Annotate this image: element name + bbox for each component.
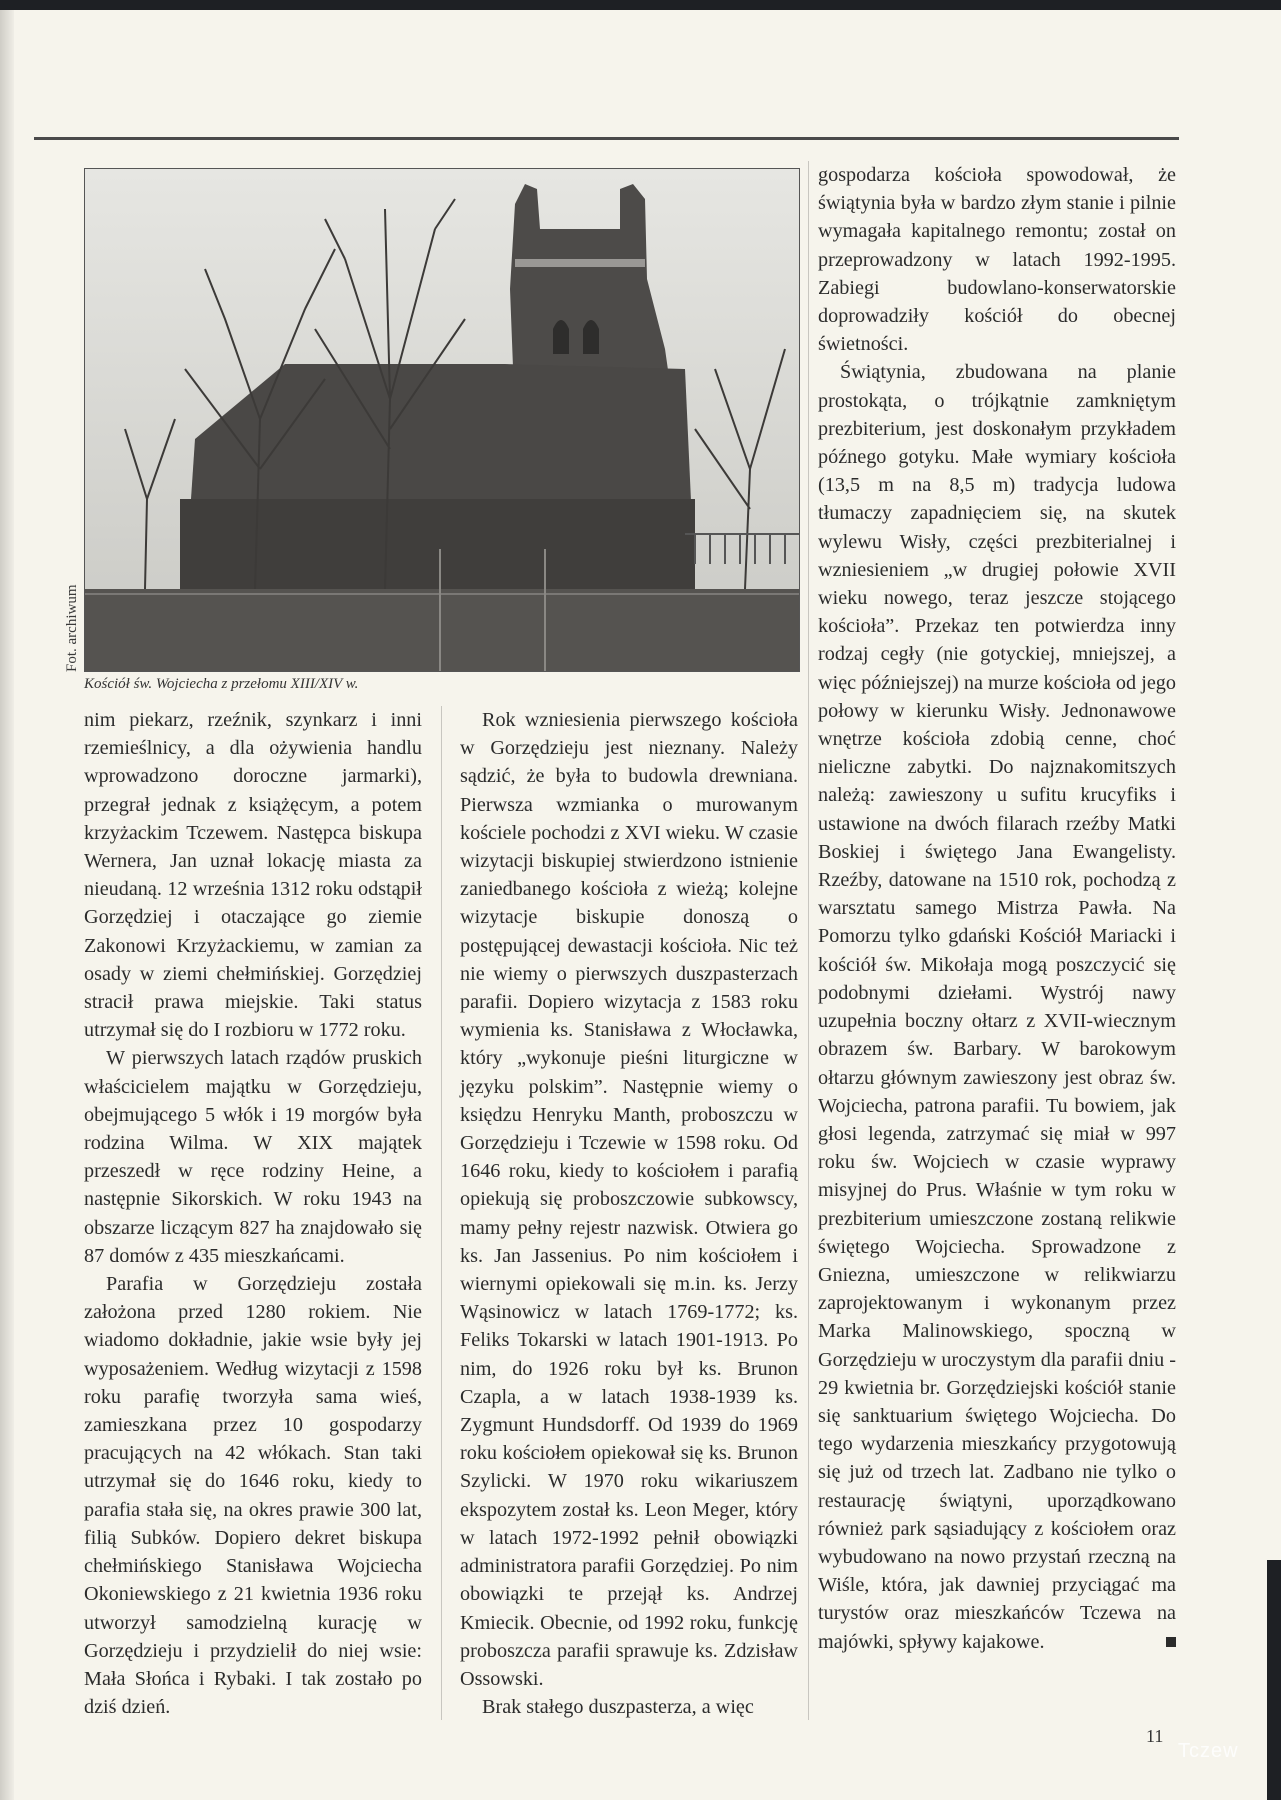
paragraph bbox=[818, 358, 1176, 1655]
paragraph: Brak stałego duszpasterza, a więc bbox=[482, 1696, 754, 1719]
scan-left-edge bbox=[0, 10, 14, 1800]
paragraph-text: Świątynia, zbudowana na planie prostokąta, o trójkątnie zamkniętym prezbiterium, jest doskonałym przykładem późnego gotyku. Małe wymiary kościoła (13,5 m na 8,5 m) tradycja ludowa tłumaczy zapadnięciem się, na skutek wylewu Wisły, części prezbiterialnej i wzniesieniem „w drugiej połowie XVII wieku nowego, teraz jeszcze stojącego kościoła”. Przekaz ten potwierdza inny rodzaj cegły (nie gotyckiej, mniejszej, a więc późniejszej) na murze kościoła od jego połowy w kierunku Wisły. Jednonawowe wnętrze kościoła zdobią cenne, choć nieliczne zabytki. Do najznakomitszych należą: zawieszony u sufitu krucyfiks i ustawione na dwóch filarach rzeźby Matki Boskiej i świętego Jana Ewangelisty. Rzeźby, datowane na 1510 rok, pochodzą z warsztatu samego Mistrza Pawła. Na Pomorzu tylko gdański Kościół Mariacki i kościół św. Mikołaja mogą poszczycić się podobnymi dziełami. Wystrój nawy uzupełnia boczny ołtarz z XVII-wiecznym obrazem św. Barbary. W barokowym ołtarzu głównym zawieszony jest obraz św. Wojciecha, patrona parafii. Tu bowiem, jak głosi legenda, zatrzymać się miał w 997 roku św. Wojciech w czasie wyprawy misyjnej do Prus. Właśnie w tym roku w prezbiterium umieszczone zostaną relikwie świętego Wojciecha. Sprowadzone z Gniezna, umieszczone w relikwiarzu zaprojektowanym i wykonanym przez Marka Malinowskiego, spoczną w Gorzędzieju w uroczystym dla parafii dniu - 29 kwietnia br. Gorzędziejski kościół stanie się sanktuarium świętego Wojciecha. Do tego wydarzenia mieszkańcy przygotowują się już od trzech lat. Zadbano nie tylko o restaurację świątyni, uporządkowano również park sąsiadujący z kościołem oraz wybudowano na nowo przystań rzeczną na Wiśle, która, jak dawniej przyciągać ma turystów oraz mieszkańców Tczewa na majówki, spływy kajakowe. bbox=[818, 361, 1176, 1653]
paragraph: W pierwszych latach rządów pruskich właścicielem majątku w Gorzędzieju, obejmującego 5 włók i 19 morgów była rodzina Wilma. W XIX majątek przeszedł w ręce rodziny Heine, a następnie Sikorskich. W roku 1943 na obszarze liczącym 827 ha znajdowało się 87 domów z 435 mieszkańcami. bbox=[84, 1047, 422, 1267]
paragraph: nim piekarz, rzeźnik, szynkarz i inni rzemieślnicy, a dla ożywienia handlu wprowadzono doroczne jarmarki), przegrał jednak z książęcym, a potem krzyżackim Tczewem. Następca biskupa Wernera, Jan uznał lokację miasta za nieudaną. 12 września 1312 roku odstąpił Gorzędziej i otaczające go ziemie Zakonowi Krzyżackiemu, w zamian za osady w ziemi chełmińskiej. Gorzędziej stracił prawa miejskie. Taki status utrzymał się do I rozbioru w 1772 roku. bbox=[84, 709, 422, 1042]
page-number: 11 bbox=[1146, 1726, 1164, 1746]
church-photo-illustration bbox=[85, 169, 799, 671]
paragraph: Rok wzniesienia pierwszego kościoła w Gorzędzieju jest nieznany. Należy sądzić, że była to budowla drewniana. Pierwsza wzmianka o murowanym kościele pochodzi z XVI wieku. W czasie wizytacji biskupiej stwierdzono istnienie zaniedbanego kościoła z wieżą; kolejne wizytacje biskupie donoszą o postępującej dewastacji kościoła. Nic też nie wiemy o pierwszych duszpasterzach parafii. Dopiero wizytacja z 1583 roku wymienia ks. Stanisława z Włocławka, który „wykonuje pieśni liturgiczne w języku polskim”. Następnie wiemy o księdzu Henryku Manth, proboszczu w Gorzędzieju i Tczewie w 1598 roku. Od 1646 roku, kiedy to kościołem i parafią opiekują się proboszczowie subkowscy, mamy pełny rejestr nazwisk. Otwiera go ks. Jan Jassenius. Po nim kościołem i wiernymi opiekowali się m.in. ks. Jerzy Wąsinowicz w latach 1769-1772; ks. Feliks Tokarski w latach 1901-1913. Po nim, do 1926 roku był ks. Brunon Czapla, a w latach 1938-1939 ks. Zygmunt Hundsdorff. Od 1939 do 1969 roku kościołem opiekował się ks. Brunon Szylicki. W 1970 roku wikariuszem ekspozytem został ks. Leon Meger, który w latach 1972-1992 pełnił obowiązki administratora parafii Gorzędziej. Po nim obowiązki te przejął ks. Andrzej Kmiecik. Obecnie, od 1992 roku, funkcję proboszcza parafii sprawuje ks. Zdzisław Ossowski. bbox=[460, 709, 798, 1690]
paragraph: Parafia w Gorzędzieju została założona przed 1280 rokiem. Nie wiadomo dokładnie, jakie wsie były jej wyposażeniem. Według wizytacji z 1598 roku parafię tworzyła sama wieś, zamieszkana przez 10 gospodarzy pracujących na 42 włókach. Stan taki utrzymał się do 1646 roku, kiedy to parafia stała się, na okres prawie 300 lat, filią Subków. Dopiero dekret biskupa chełmińskiego Stanisława Wojciecha Okoniewskiego z 21 kwietnia 1936 roku utworzył samodzielną kurację w Gorzędzieju i przydzielił do niej wsie: Mała Słońca i Rybaki. I tak zostało po dziś dzień. bbox=[84, 1273, 422, 1719]
article-column-3 bbox=[818, 161, 1176, 1656]
column-divider bbox=[441, 706, 442, 1720]
article-column-2 bbox=[460, 706, 798, 1721]
article-column-1 bbox=[84, 706, 422, 1721]
photo-credit: Fot. archiwum bbox=[64, 584, 80, 672]
paragraph: gospodarza kościoła spowodował, że świątynia była w bardzo złym stanie i pilnie wymagała kapitalnego remontu; został on przeprowadzony w latach 1992-1995. Zabiegi budowlano-konserwatorskie doprowadziły kościół do obecnej świetności. bbox=[818, 164, 1176, 356]
scan-top-edge bbox=[0, 0, 1281, 10]
column-divider bbox=[808, 161, 809, 1720]
church-photo bbox=[84, 168, 800, 672]
header-rule bbox=[34, 137, 1179, 140]
scan-right-edge bbox=[1267, 1560, 1281, 1800]
watermark: Tczew bbox=[1178, 1740, 1239, 1762]
church-nave bbox=[180, 364, 695, 589]
ground-wall bbox=[85, 589, 799, 671]
photo-caption: Kościół św. Wojciecha z przełomu XIII/XIV w. bbox=[84, 676, 359, 692]
black-square-icon bbox=[1166, 1637, 1176, 1647]
